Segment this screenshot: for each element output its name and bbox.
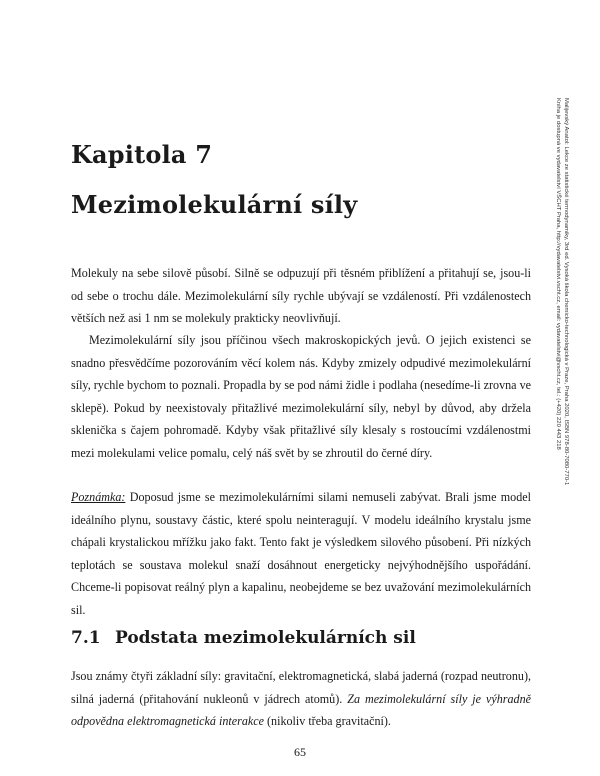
- section-number: 7.1: [71, 628, 101, 648]
- page-number: 65: [294, 745, 306, 759]
- note-label: Poznámka:: [71, 490, 126, 504]
- paragraph-intro: Molekuly na sebe silově působí. Silně se odpuzují při těsném přiblížení a přitahují se, jsou-li od sebe o trochu dále. Mezimolekulární síly rychle ubývají se vzdáleností. Při vzdálenostech větších než asi 1 nm se molekuly prakticky neovlivňují.: [71, 266, 531, 326]
- side-note-line-1: Malijevský Anatol: Lekce ze statistické termodynamiky, 3rd ed. Vysoká škola chemicko-technologická v Praze, Praha 2020, ISBN 978-80-7080-770-1: [563, 98, 569, 486]
- forces-text-end: (nikoliv třeba gravitační).: [263, 714, 391, 729]
- section-heading: [71, 628, 416, 648]
- paragraph-macroscopic: Mezimolekulární síly jsou příčinou všech makroskopických jevů. O jejich existenci se snadno přesvědčíme pozorováním věcí kolem nás. Kdyby zmizely odpudivé mezimolekulární síly, rychle bychom to poznali. Propadla by se pod námi židle i podlaha (nesedíme-li zrovna ve sklepě). Pokud by neexistovaly přitažlivé mezimolekulární síly, nebyl by důvod, aby držela sklenička s čajem pohromadě. Kdyby však přitažlivé síly klesaly s rostoucími vzdálenostmi mezi molekulami velice pomalu, celý náš svět by se zhroutil do černé díry.: [71, 333, 531, 460]
- chapter-number: Kapitola 7: [71, 140, 213, 169]
- paragraph-forces: [71, 665, 531, 733]
- section-title: Podstata mezimolekulárních sil: [115, 628, 416, 648]
- side-note-line-2: Kniha je dostupná ve vydavatelství VŠCHT Praha, http://vydavatelstvi.vscht.cz, email: vydavatelstvi@vscht.cz, tel.: (+420) 220 443 218: [555, 98, 561, 450]
- paragraph-note: [71, 486, 531, 622]
- side-copyright-note: [556, 98, 584, 698]
- forces-text-start: Jsou známy čtyři základní síly: gravitační, elektromagnetická, slabá jaderná (rozpad neutronu), silná jaderná (přitahování nukleonů v jádrech atomů).: [71, 669, 531, 706]
- forces-text-italic: Za mezimolekulární síly je výhradně odpovědna elektromagnetická interakce: [71, 691, 531, 729]
- note-text: Doposud jsme se mezimolekulárními silami nemuseli zabývat. Brali jsme model ideálního plynu, soustavy částic, které spolu neinteragují. V modelu ideálního krystalu jsme chápali krystalickou mřížku jako fakt. Tento fakt je výsledkem silového působení. Při nízkých teplotách se soustava molekul snaží dosáhnout energeticky nejvýhodnějšího uspořádání. Chceme-li popisovat reálný plyn a kapalinu, neobejdeme se bez uvažování mezimolekulárních sil.: [71, 490, 531, 617]
- chapter-title: Mezimolekulární síly: [71, 190, 358, 219]
- side-note-text: [554, 98, 570, 698]
